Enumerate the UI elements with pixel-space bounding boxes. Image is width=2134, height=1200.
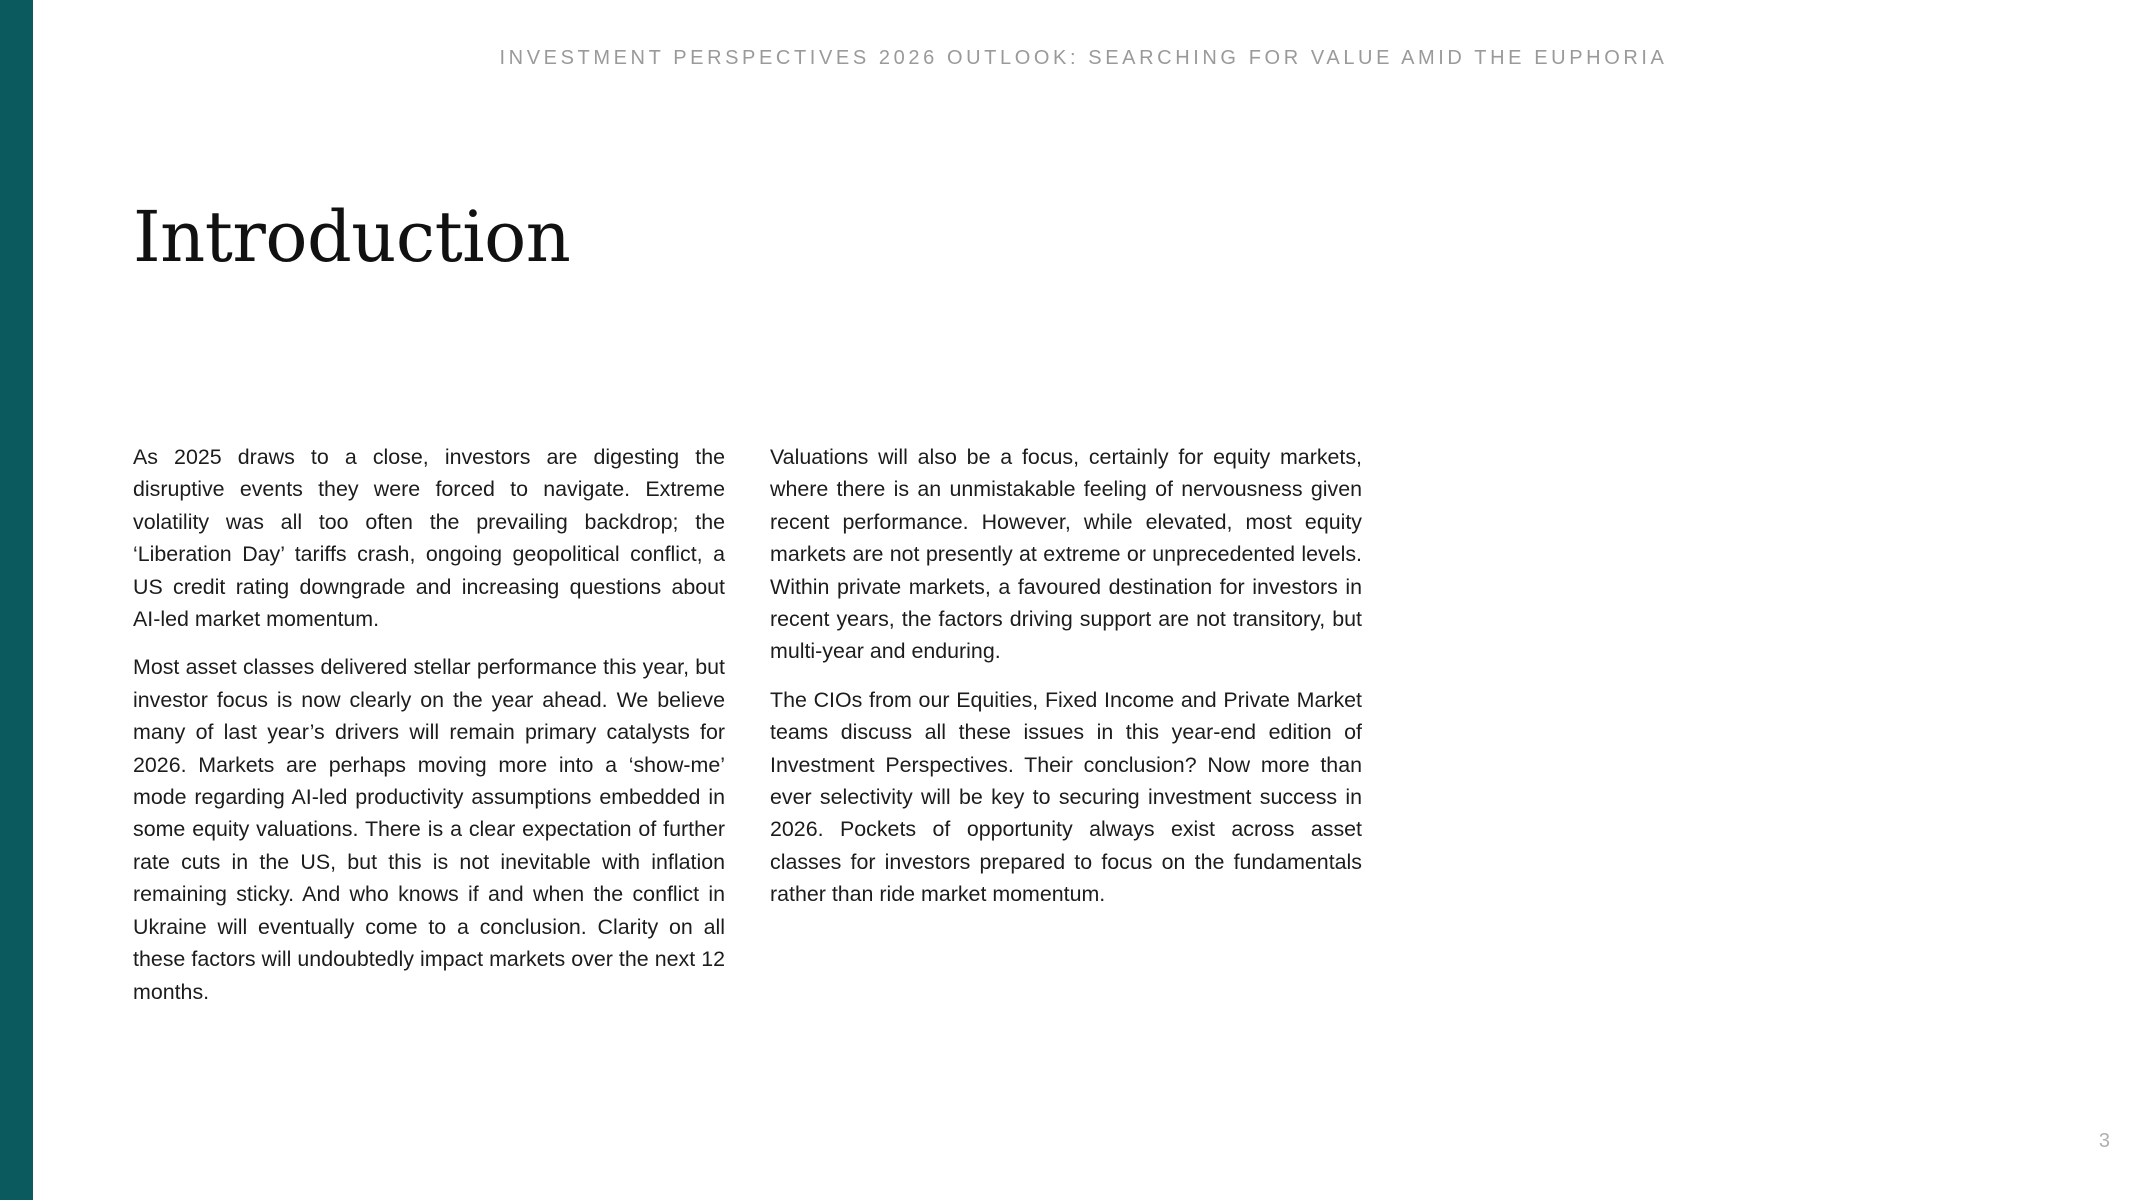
side-accent-bar [0,0,33,1200]
running-header: INVESTMENT PERSPECTIVES 2026 OUTLOOK: SEARCHING FOR VALUE AMID THE EUPHORIA [499,47,1668,69]
paragraph: The CIOs from our Equities, Fixed Income and Private Market teams discuss all these issues in this year-end edition of Investment Perspectives. Their conclusion? Now more than ever selectivity will be key to securing investment success in 2026. Pockets of opportunity always exist across asset classes for investors prepared to focus on the fundamentals rather than ride market momentum. [770,687,1362,907]
paragraph: Most asset classes delivered stellar performance this year, but investor focus is now clearly on the year ahead. We believe many of last year’s drivers will remain primary catalysts for 2026. Markets are perhaps moving more into a ‘show-me’ mode regarding AI-led productivity assumptions embedded in some equity valuations. There is a clear expectation of further rate cuts in the US, but this is not inevitable with inflation remaining sticky. And who knows if and when the conflict in Ukraine will eventually come to a conclusion. Clarity on all these factors will undoubtedly impact markets over the next 12 months. [133,655,725,1004]
page-number: 3 [2098,1130,2110,1152]
page-title: Introduction [133,196,571,278]
paragraph: As 2025 draws to a close, investors are digesting the disruptive events they were forced to navigate. Extreme volatility was all too often the prevailing backdrop; the ‘Liberation Day’ tariffs crash, ongoing geopolitical conflict, a US credit rating downgrade and increasing questions about AI-led market momentum. [133,445,725,632]
body-column-right [770,441,1362,927]
paragraph: Valuations will also be a focus, certainly for equity markets, where there is an unmistakable feeling of nervousness given recent performance. However, while elevated, most equity markets are not presently at extreme or unprecedented levels. Within private markets, a favoured destination for investors in recent years, the factors driving support are not transitory, but multi-year and enduring. [770,445,1362,664]
body-column-left [133,441,725,1024]
